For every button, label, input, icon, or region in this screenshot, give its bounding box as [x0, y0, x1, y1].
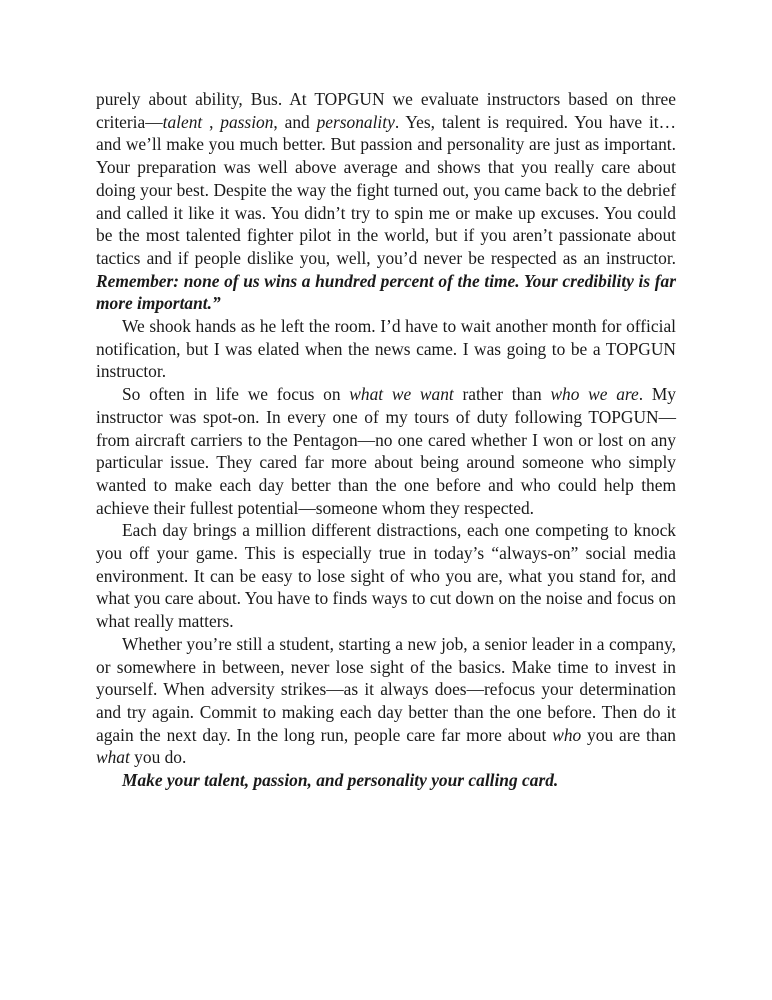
italic-text: who [552, 724, 582, 745]
text-run: So often in life we focus on [122, 384, 350, 405]
text-run: . My instructor was spot-on. In every one of my tours of duty following TOPGUN—from aircraft carriers to the Pentagon—no one cared whether I won or lost on any particular issue. They cared far more about being around someone who simply wanted to make each day better than the one before and who could help them achieve their fullest potential—someone whom they respected. [96, 384, 677, 518]
text-run: , and [273, 111, 317, 132]
paragraph [96, 633, 676, 769]
italic-text: what [96, 747, 130, 768]
paragraph [96, 769, 676, 792]
italic-text: talent [162, 111, 203, 132]
paragraph [96, 88, 676, 315]
italic-text: passion [220, 111, 274, 132]
body-text [96, 88, 676, 792]
text-run: you are than [581, 724, 676, 745]
text-run: purely about ability, Bus. At TOPGUN we evaluate instructors based on three criteria— [96, 89, 676, 132]
italic-text: what we want [349, 384, 454, 405]
bold-italic-text: Remember: none of us wins a hundred percent of the time. Your credibility is far more important.” [96, 270, 676, 314]
paragraph [96, 383, 676, 519]
paragraph [96, 315, 676, 383]
paragraph [96, 519, 676, 633]
text-run: Each day brings a million different distractions, each one competing to knock you off your game. This is especially true in today’s “always-on” social media environment. It can be easy to lose sight of who you are, what you stand for, and what you care about. You have to finds ways to cut down on the noise and focus on what really matters. [96, 520, 676, 632]
italic-text: who we are [550, 384, 639, 405]
text-run: We shook hands as he left the room. I’d have to wait another month for official notification, but I was elated when the news came. I was going to be a TOPGUN instructor. [96, 316, 676, 382]
text-run: rather than [453, 384, 551, 405]
text-run: you do. [129, 747, 187, 768]
bold-italic-text: Make your talent, passion, and personality your calling card. [122, 770, 559, 791]
text-run: , [202, 111, 221, 132]
text-run: Whether you’re still a student, starting a new job, a senior leader in a company, or somewhere in between, never lose sight of the basics. Make time to invest in yourself. When adversity strikes—as it always does—refocus your determination and try again. Commit to making each day better than the one before. Then do it again the next day. In the long run, people care far more about [96, 633, 676, 745]
italic-text: personality [316, 111, 395, 132]
text-run: . Yes, talent is required. You have it… and we’ll make you much better. But passion and personality are just as important. Your preparation was well above average and shows that you really care about doing your best. Despite the way the fight turned out, you came back to the debrief and called it like it was. You didn’t try to spin me or make up excuses. You could be the most talented fighter pilot in the world, but if you aren’t passionate about tactics and if people dislike you, well, you’d never be respected as an instructor. [96, 111, 676, 268]
